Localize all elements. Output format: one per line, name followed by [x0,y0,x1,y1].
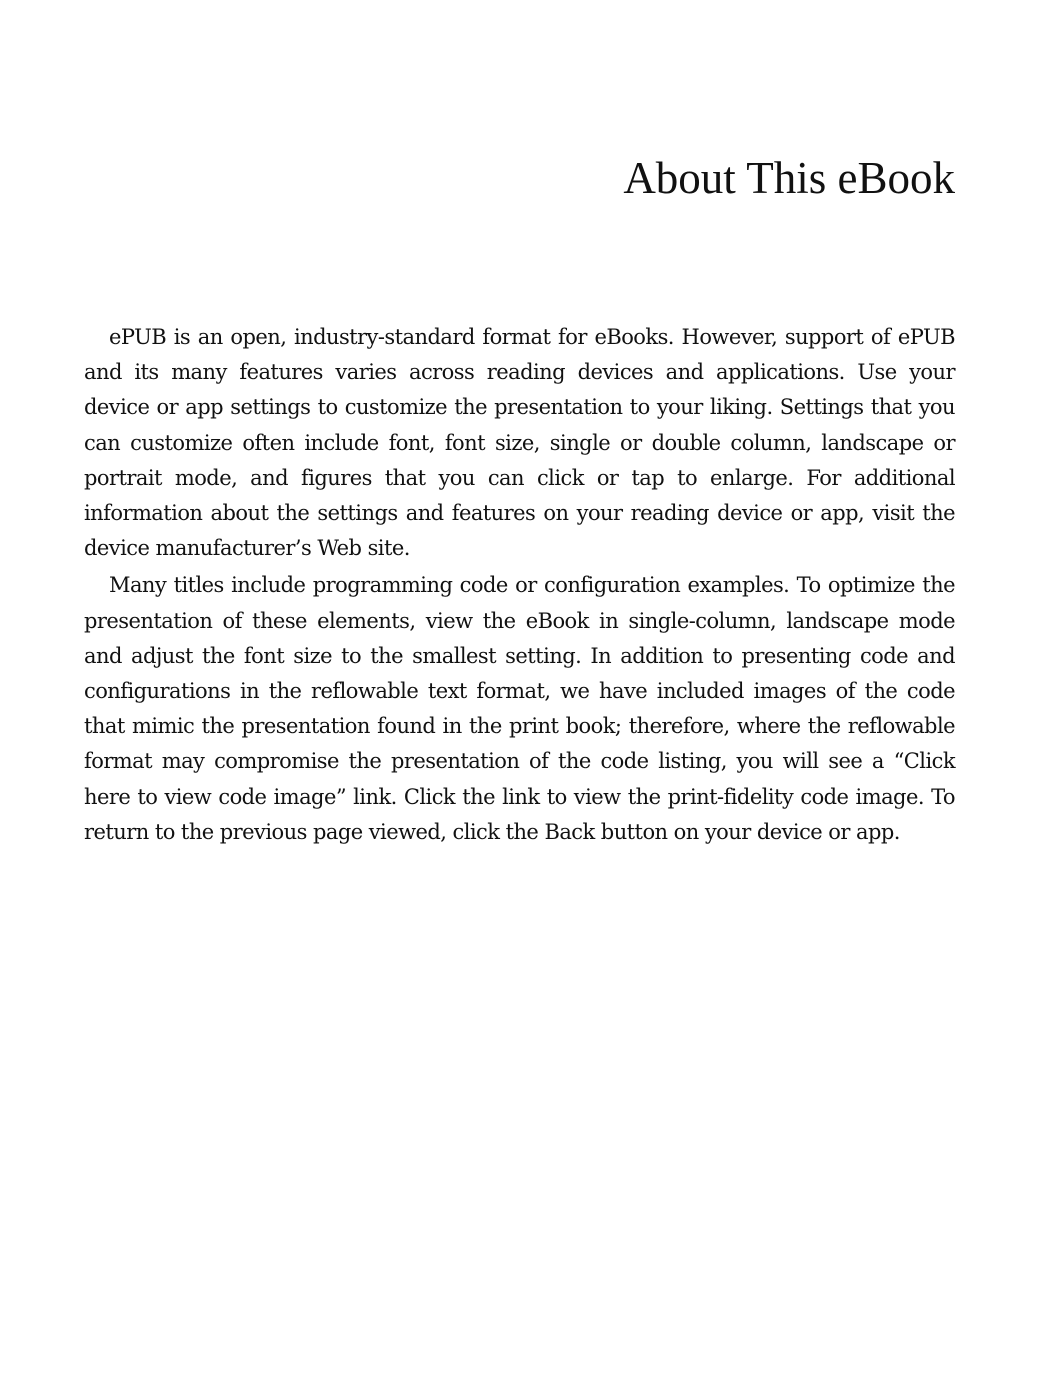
paragraph-code-examples: Many titles include programming code or configuration examples. To optimize the presentation of these elements, view the eBook in single-column, landscape mode and adjust the font size to the smallest setting. In addition to presenting code and configurations in the reflowable text format, we have included images of the code that mimic the presentation found in the print book; therefore, where the reflowable format may compromise the presentation of the code listing, you will see a “Click here to view code image” link. Click the link to view the print-fidelity code image. To return to the previous page viewed, click the Back button on your device or app. [84,573,955,844]
body-text [84,320,955,852]
paragraph-epub-format: ePUB is an open, industry-standard format for eBooks. However, support of ePUB and its many features varies across reading devices and applications. Use your device or app settings to customize the presentation to your liking. Settings that you can customize often include font, font size, single or double column, landscape or portrait mode, and figures that you can click or tap to enlarge. For additional information about the settings and features on your reading device or app, visit the device manufacturer’s Web site. [84,325,955,561]
page-title: About This eBook [623,153,955,203]
